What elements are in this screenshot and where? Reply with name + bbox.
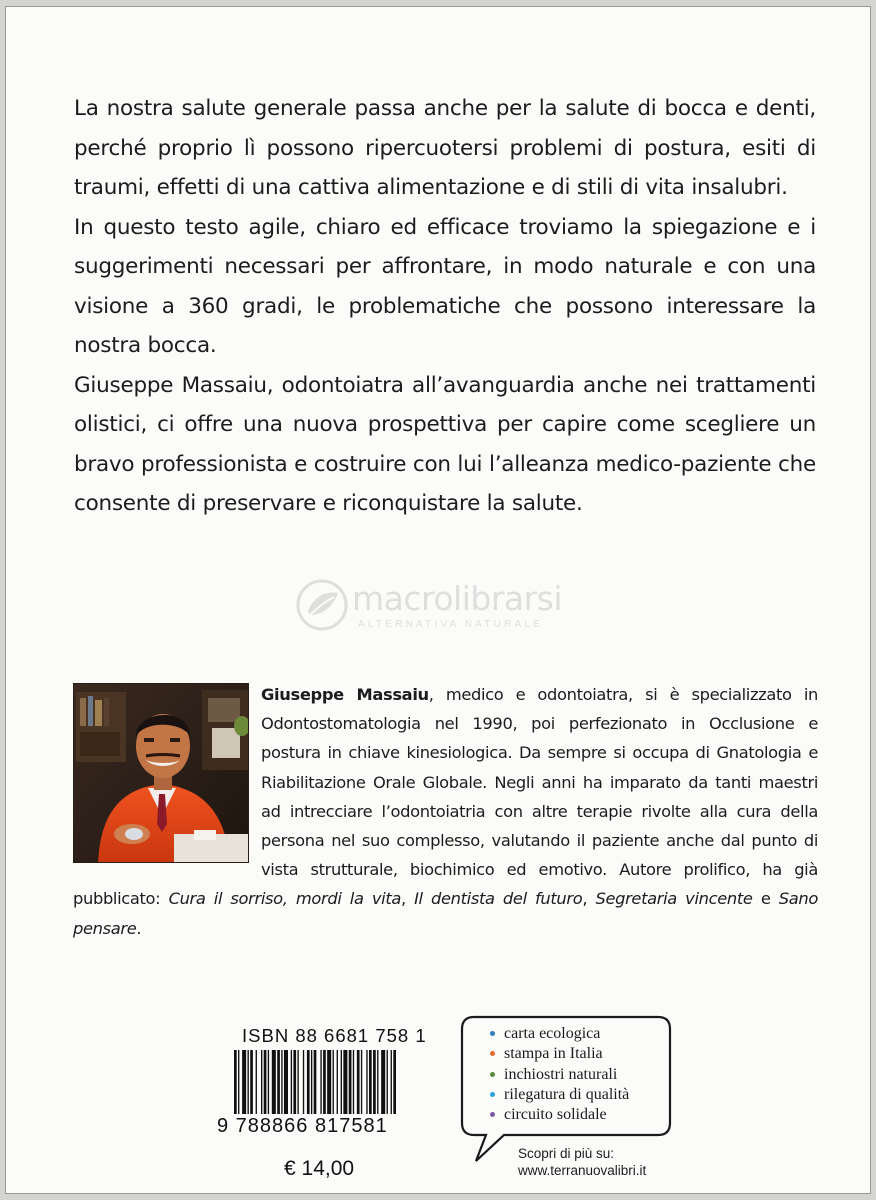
- author-name: Giuseppe Massaiu: [261, 685, 429, 704]
- feature-item: [490, 1105, 629, 1125]
- more-info-label: Scopri di più su:: [518, 1146, 615, 1161]
- feature-label: circuito solidale: [504, 1106, 607, 1124]
- book-title-1: Cura il sorriso, mordi la vita: [168, 889, 401, 909]
- feature-item: [490, 1044, 629, 1064]
- book-title-3: Segretaria vincente: [595, 889, 753, 909]
- feature-item: [490, 1024, 629, 1044]
- feature-item: [490, 1085, 629, 1105]
- publisher-watermark: [294, 577, 604, 637]
- bullet-icon: [490, 1051, 495, 1056]
- barcode-digits: 9 788866 817581: [217, 1115, 388, 1137]
- bio-separator: e: [752, 889, 779, 909]
- publisher-website: www.terranuovalibri.it: [518, 1163, 647, 1178]
- bullet-icon: [490, 1031, 495, 1036]
- author-bio: [73, 680, 818, 943]
- bio-end: .: [136, 918, 142, 938]
- feature-label: rilegatura di qualità: [504, 1085, 630, 1103]
- watermark-brand: macrolibrarsi: [352, 579, 563, 618]
- book-back-cover: [5, 6, 871, 1194]
- book-title-2: Il dentista del futuro: [414, 889, 583, 909]
- author-bio-text: , medico e odontoiatra, si è specializzato in Odontostomatologia nel 1990, poi perfezionato in Occlusione e postura in chiave kinesiologica. Da sempre si occupa di Gnatologia e Riabilitazione Orale Globale. Negli anni ha imparato da tanti maestri ad intrecciare l’odontoiatria con altre terapie rivolte alla cura della persona nel suo complesso, valutando il paziente anche dal punto di vista strutturale, biochimico ed emotivo. Autore prolifico, ha già pubblicato:: [73, 685, 818, 909]
- feature-item: [490, 1065, 629, 1085]
- leaf-logo-icon: [294, 577, 350, 633]
- blurb-paragraph-3: Giuseppe Massaiu, odontoiatra all’avanguardia anche nei trattamenti olistici, ci offre una nuova prospettiva per capire come scegliere un bravo professionista e costruire con lui l’alleanza medico-paziente che consente di preservare e riconquistare la salute.: [74, 372, 816, 516]
- book-blurb: [74, 89, 816, 524]
- feature-label: inchiostri naturali: [504, 1065, 618, 1083]
- bullet-icon: [490, 1072, 495, 1077]
- photo-spacer: [73, 680, 261, 856]
- isbn-label: ISBN 88 6681 758 1: [242, 1025, 427, 1046]
- isbn-barcode: [232, 1050, 442, 1114]
- blurb-paragraph-2: In questo testo agile, chiaro ed efficace troviamo la spiegazione e i suggerimenti necessari per affrontare, in modo naturale e con una visione a 360 gradi, le problematiche che possono interessare la nostra bocca.: [74, 214, 816, 358]
- bullet-icon: [490, 1112, 495, 1117]
- bio-separator: ,: [582, 889, 596, 909]
- price: € 14,00: [284, 1157, 355, 1180]
- watermark-tagline: ALTERNATIVA NATURALE: [358, 619, 543, 630]
- features-list: [490, 1024, 629, 1125]
- blurb-paragraph-1: La nostra salute generale passa anche per la salute di bocca e denti, perché proprio lì possono ripercuotersi problemi di postura, esiti di traumi, effetti di una cattiva alimentazione e di stili di vita insalubri.: [74, 96, 816, 200]
- more-info: [518, 1145, 646, 1179]
- feature-label: stampa in Italia: [504, 1045, 603, 1063]
- feature-label: carta ecologica: [504, 1025, 601, 1042]
- book-title-4: Sano pensare: [73, 889, 818, 938]
- bullet-icon: [490, 1092, 495, 1097]
- bio-separator: ,: [401, 889, 415, 909]
